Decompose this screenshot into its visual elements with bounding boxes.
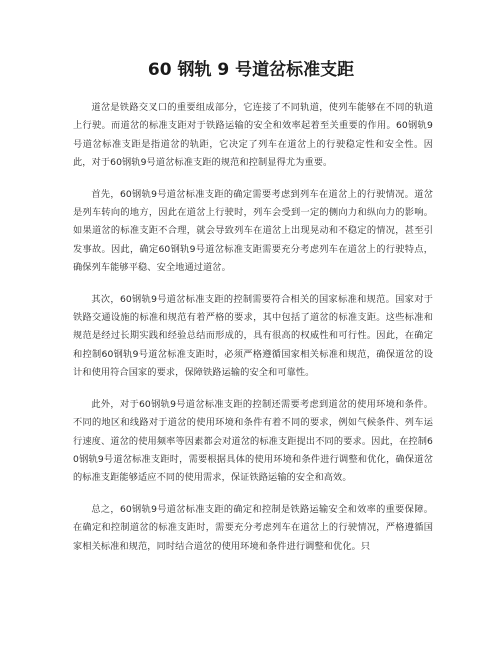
paragraph-1: 道岔是铁路交叉口的重要组成部分，它连接了不同轨道，使列车能够在不同的轨道上行驶。而道岔的标准支距对于铁路运输的安全和效率起着至关重要的作用。60钢轨9号道岔标准支距是指道岔的轨距，它决定了列车在道岔上的行驶稳定性和安全性。因此，对于60钢轨9号道岔标准支距的规范和控制显得尤为重要。 [73,102,433,169]
paragraph-4: 此外，对于60钢轨9号道岔标准支距的控制还需要考虑到道岔的使用环境和条件。不同的地区和线路对于道岔的使用环境和条件有着不同的要求，例如气候条件、列车运行速度、道岔的使用频率等因素都会对道岔的标准支距提出不同的要求。因此，在控制60钢轨9号道岔标准支距时，需要根据具体的使用环境和条件进行调整和优化，确保道岔的标准支距能够适应不同的使用需求，保证铁路运输的安全和高效。 [73,398,433,484]
document-body [73,99,433,569]
paragraph-5: 总之，60钢轨9号道岔标准支距的确定和控制是铁路运输安全和效率的重要保障。在确定和控制道岔的标准支距时，需要充分考虑列车在道岔上的行驶情况，严格遵循国家相关标准和规范，同时结合道岔的使用环境和条件进行调整和优化。只 [73,503,433,552]
paragraph-3: 其次，60钢轨9号道岔标准支距的控制需要符合相关的国家标准和规范。国家对于铁路交通设施的标准和规范有着严格的要求，其中包括了道岔的标准支距。这些标准和规范是经过长期实践和经验总结而形成的，具有很高的权威性和可行性。因此，在确定和控制60钢轨9号道岔标准支距时，必须严格遵循国家相关标准和规范，确保道岔的设计和使用符合国家的要求，保障铁路运输的安全和可靠性。 [73,293,433,379]
document-title: 60 钢轨 9 号道岔标准支距 [147,60,355,80]
paragraph-2: 首先，60钢轨9号道岔标准支距的确定需要考虑到列车在道岔上的行驶情况。道岔是列车转向的地方，因此在道岔上行驶时，列车会受到一定的侧向力和纵向力的影响。如果道岔的标准支距不合理，就会导致列车在道岔上出现晃动和不稳定的情况，甚至引发事故。因此，确定60钢轨9号道岔标准支距需要充分考虑列车在道岔上的行驶特点，确保列车能够平稳、安全地通过道岔。 [73,188,433,274]
